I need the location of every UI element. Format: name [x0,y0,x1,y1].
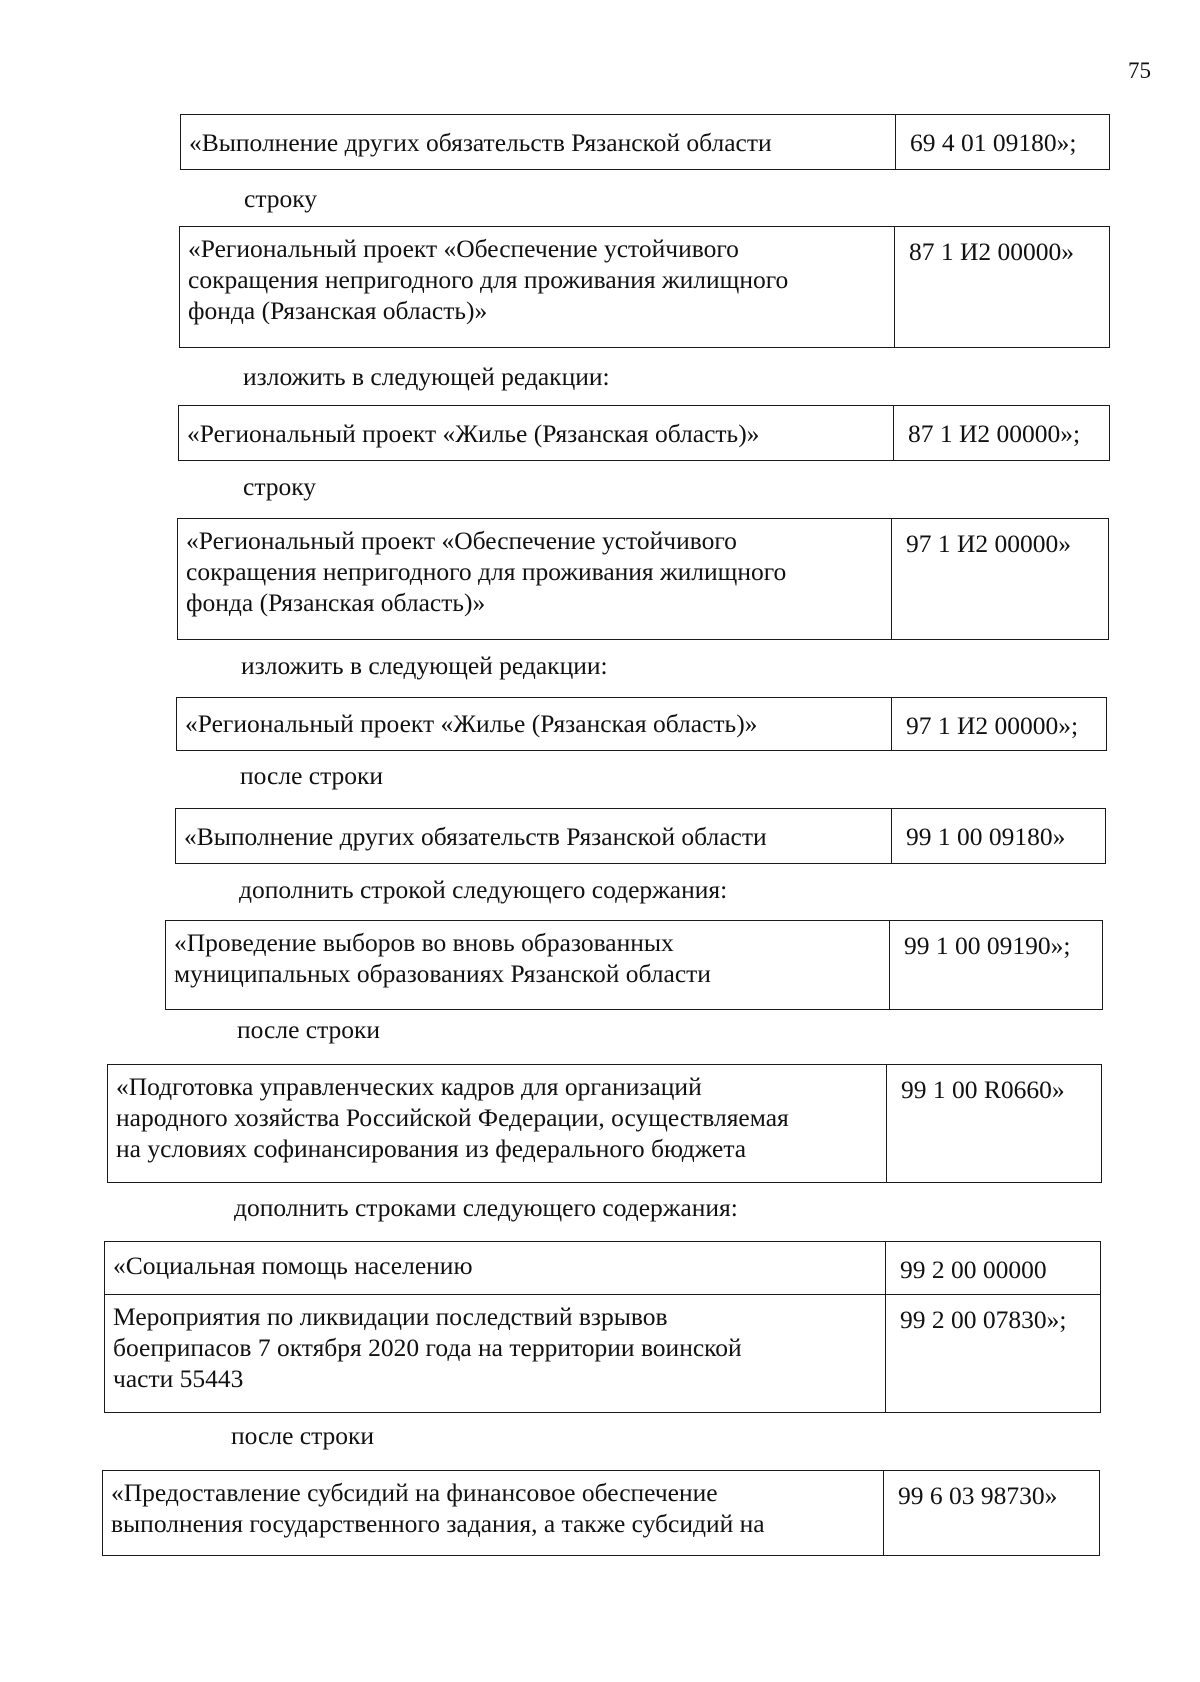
table-row [102,1470,1100,1556]
instruction-text: строку [243,472,317,501]
row-name: «Региональный проект «Обеспечение устойчивого сокращения непригодного для проживания жилищного фонда (Рязанская область)» [180,227,895,347]
row-code: 87 1 И2 00000» [909,237,1075,266]
row-code: 99 2 00 07830»; [900,1305,1067,1334]
instruction-text: после строки [240,761,384,790]
row-name: «Региональный проект «Жилье (Рязанская область)» [179,406,894,460]
row-code: 99 6 03 98730» [898,1481,1058,1510]
table-row [105,1294,1100,1412]
row-name: Мероприятия по ликвидации последствий взрывов боеприпасов 7 октября 2020 года на территории воинской части 55443 [105,1295,886,1412]
row-name: «Социальная помощь населению [105,1242,886,1294]
row-code: 97 1 И2 00000»; [906,711,1079,740]
table-row [105,1242,1100,1294]
table-row [165,920,1103,1010]
instruction-text: дополнить строками следующего содержания: [234,1193,738,1222]
row-code: 69 4 01 09180»; [910,128,1077,157]
row-name: «Проведение выборов во вновь образованных муниципальных образованиях Рязанской области [166,921,890,1009]
row-code: 99 1 00 09180» [906,822,1066,851]
table-row [107,1064,1102,1183]
row-code: 99 1 00 09190»; [904,931,1071,960]
row-name: «Региональный проект «Жилье (Рязанская область)» [177,698,892,750]
instruction-text: после строки [237,1015,381,1044]
table-row [175,808,1106,864]
row-code: 97 1 И2 00000» [906,529,1072,558]
table-row [180,114,1110,170]
table-row [178,405,1110,461]
table-row [176,697,1107,751]
instruction-text: изложить в следующей редакции: [243,362,610,391]
instruction-text: после строки [231,1421,375,1450]
table-row [179,226,1110,348]
instruction-text: дополнить строкой следующего содержания: [239,875,728,904]
row-name: «Выполнение других обязательств Рязанской области [176,809,892,863]
row-name: «Подготовка управленческих кадров для организаций народного хозяйства Российской Федерации, осуществляемая на условиях софинансирования из федерального бюджета [108,1065,887,1182]
row-name: «Выполнение других обязательств Рязанской области [181,115,896,169]
row-code: 99 1 00 R0660» [901,1075,1065,1104]
row-name: «Предоставление субсидий на финансовое обеспечение выполнения государственного задания, а также субсидий на [103,1471,884,1555]
table-block [104,1241,1101,1413]
instruction-text: строку [244,184,318,213]
instruction-text: изложить в следующей редакции: [241,651,608,680]
row-name: «Региональный проект «Обеспечение устойчивого сокращения непригодного для проживания жилищного фонда (Рязанская область)» [178,519,892,639]
row-code: 99 2 00 00000 [900,1255,1047,1284]
table-row [177,518,1109,640]
page-number: 75 [1128,58,1151,83]
row-code: 87 1 И2 00000»; [908,419,1081,448]
